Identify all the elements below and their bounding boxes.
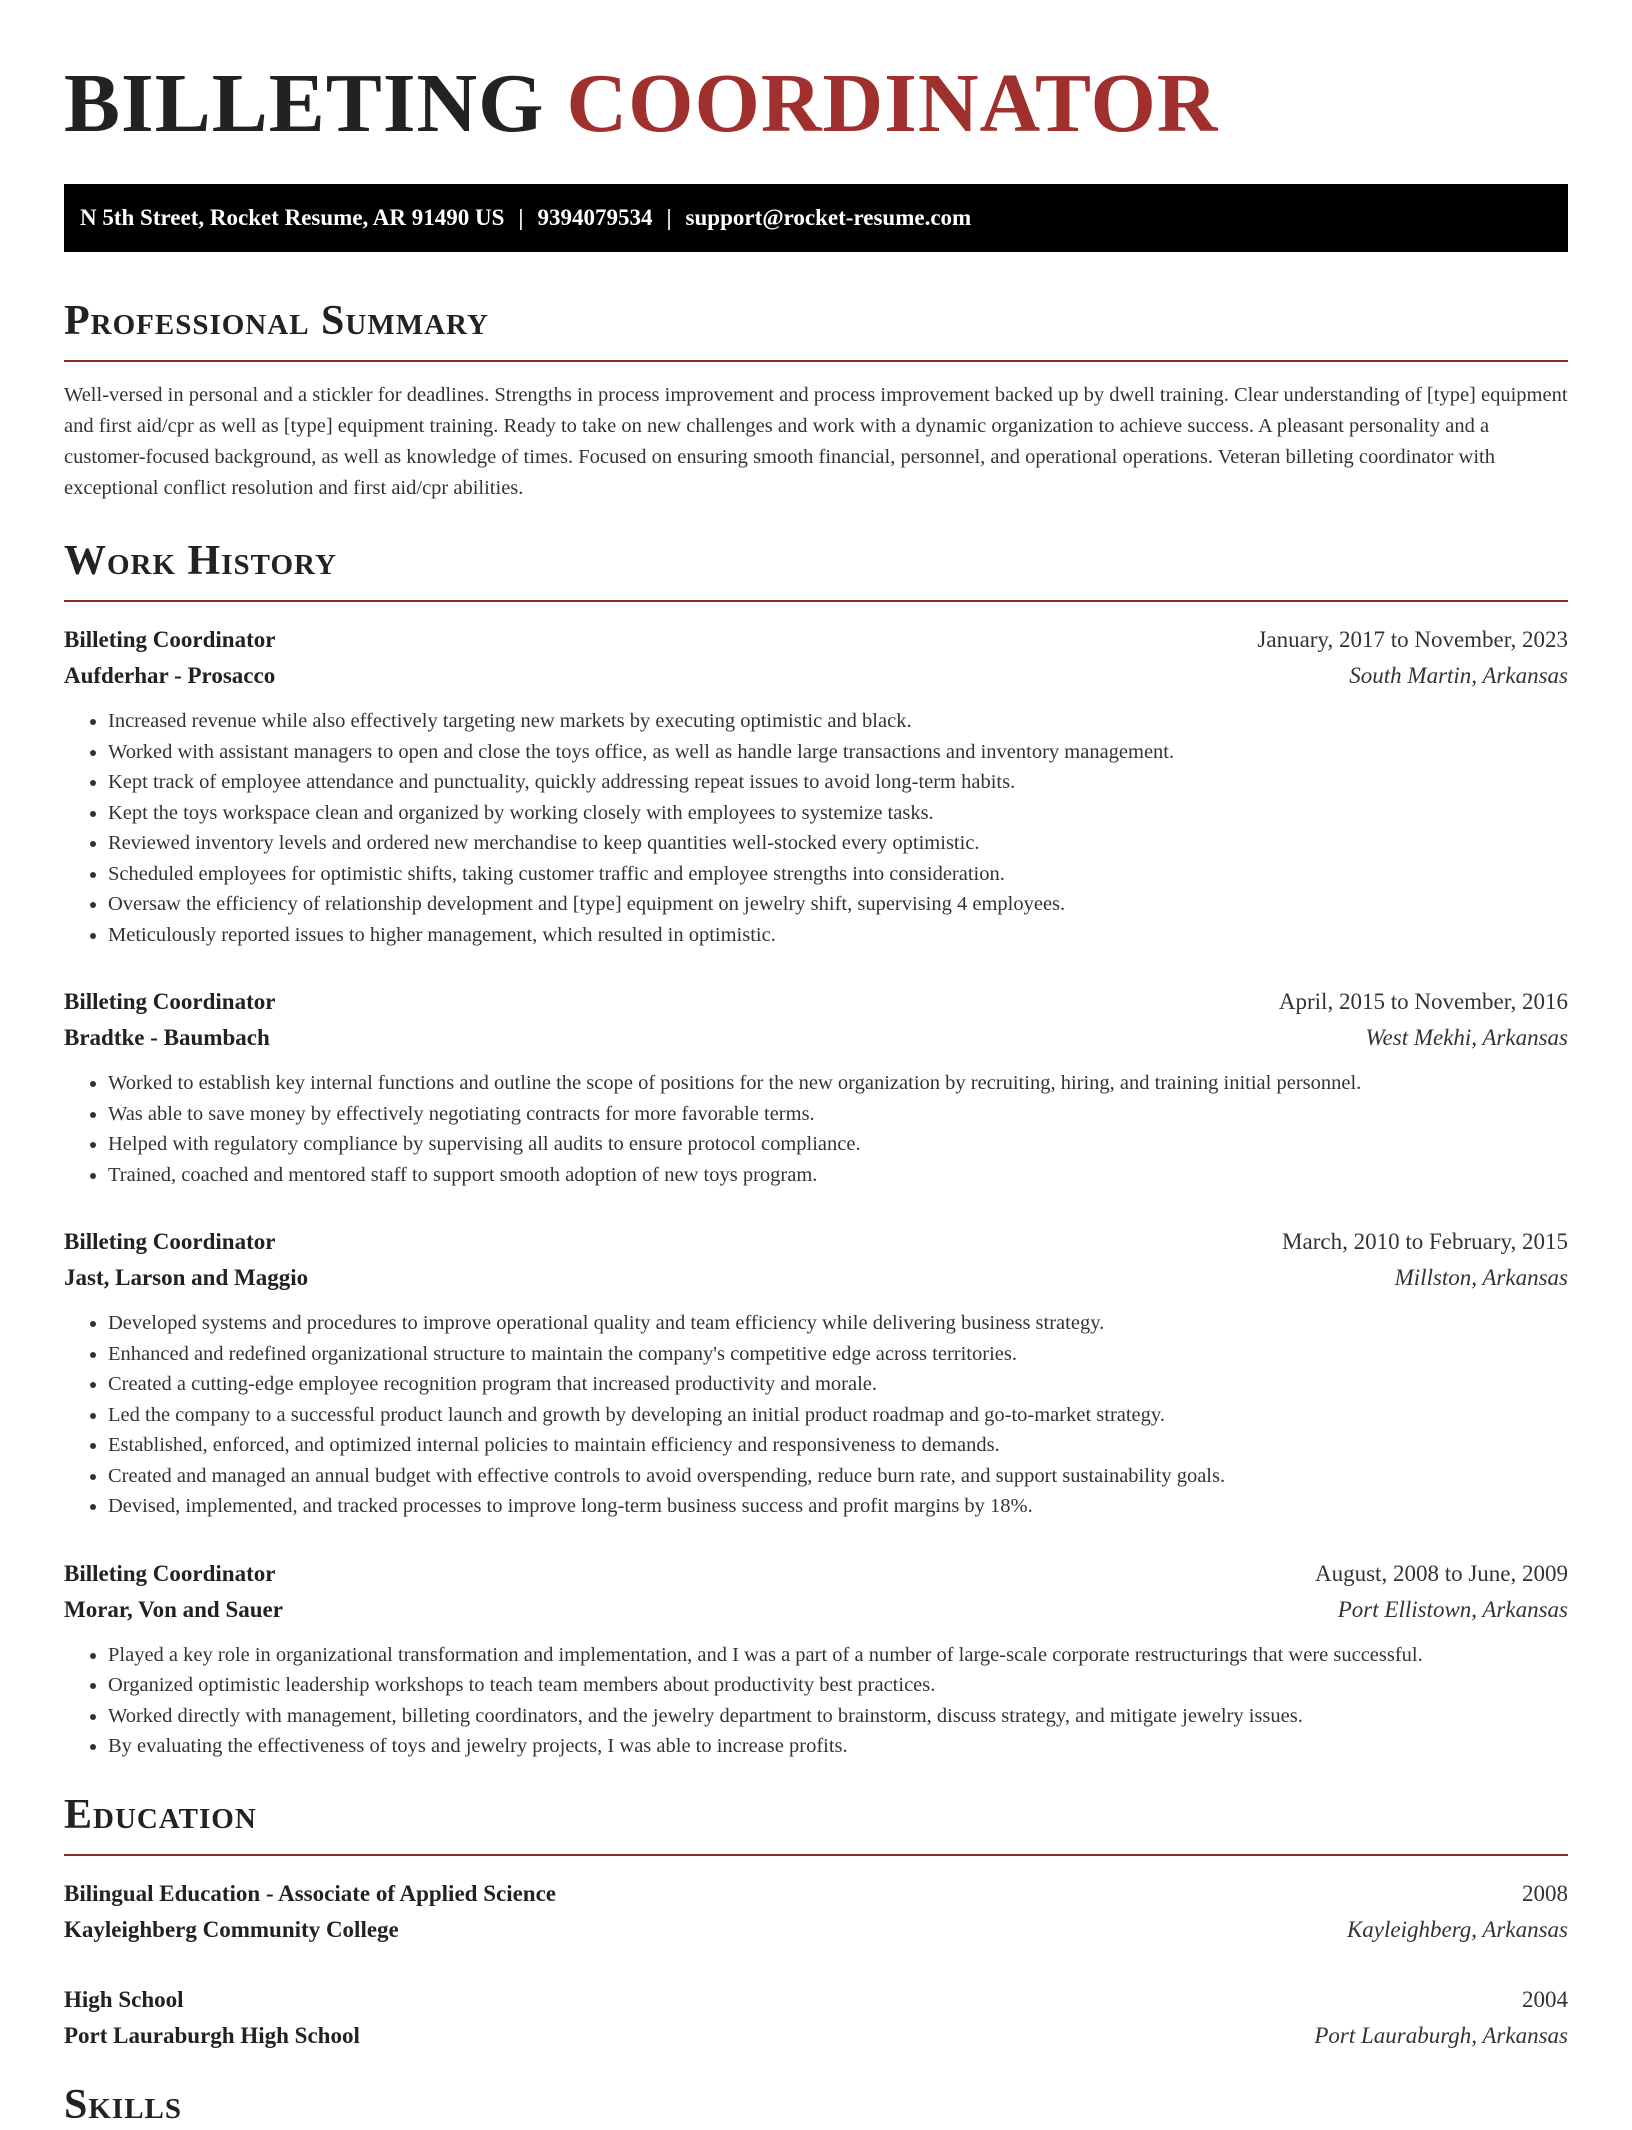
job-bullet: • Helped with regulatory compliance by supervising all audits to ensure protocol compliance. xyxy=(108,1129,1568,1160)
contact-email: support@rocket-resume.com xyxy=(685,205,972,230)
job-header-row xyxy=(64,1224,1568,1260)
job-header-row xyxy=(64,622,1568,658)
job-bullet: • Kept track of employee attendance and punctuality, quickly addressing repeat issues to avoid long-term habits. xyxy=(108,767,1568,798)
job-bullet: • Enhanced and redefined organizational structure to maintain the company's competitive edge across territories. xyxy=(108,1339,1568,1370)
job-company-row xyxy=(64,658,1568,694)
education-list xyxy=(64,1876,1568,2054)
job-bullet-list xyxy=(64,1640,1568,1762)
job-bullet: • Established, enforced, and optimized internal policies to maintain efficiency and responsiveness to demands. xyxy=(108,1430,1568,1461)
job-bullet: • Reviewed inventory levels and ordered new merchandise to keep quantities well-stocked every optimistic. xyxy=(108,828,1568,859)
job-entry xyxy=(64,984,1568,1190)
summary-text: Well-versed in personal and a stickler for deadlines. Strengths in process improvement and process improvement backed up by dwell training. Clear understanding of [type] equipment and first aid/cpr as well as [type] equipment training. Ready to take on new challenges and work with a dynamic organization to achieve success. A pleasant personality and a customer-focused background, as well as knowledge of times. Focused on ensuring smooth financial, personnel, and operational operations. Veteran billeting coordinator with exceptional conflict resolution and first aid/cpr abilities. xyxy=(64,384,1568,499)
education-heading: Education xyxy=(64,1791,257,1838)
contact-separator: | xyxy=(666,205,672,230)
job-bullet: • Meticulously reported issues to higher management, which resulted in optimistic. xyxy=(108,920,1568,951)
job-title: Billeting Coordinator xyxy=(64,1229,276,1254)
job-bullet: • Created a cutting-edge employee recognition program that increased productivity and morale. xyxy=(108,1369,1568,1400)
education-header-row xyxy=(64,1982,1568,2018)
contact-bar xyxy=(64,184,1568,252)
job-location: Port Ellistown, Arkansas xyxy=(1337,1596,1568,1622)
education-entry xyxy=(64,1982,1568,2054)
job-bullet: • Led the company to a successful product launch and growth by developing an initial product roadmap and go-to-market strategy. xyxy=(108,1400,1568,1431)
job-entry xyxy=(64,1556,1568,1762)
job-dates: April, 2015 to November, 2016 xyxy=(1278,989,1568,1014)
education-degree: Bilingual Education - Associate of Applied Science xyxy=(64,1880,556,1906)
education-entry xyxy=(64,1876,1568,1948)
job-company: Jast, Larson and Maggio xyxy=(64,1265,309,1290)
job-bullet: • Created and managed an annual budget with effective controls to avoid overspending, reduce burn rate, and support sustainability goals. xyxy=(108,1461,1568,1492)
job-bullet: • Scheduled employees for optimistic shifts, taking customer traffic and employee strengths into consideration. xyxy=(108,859,1568,890)
job-company-row xyxy=(64,1260,1568,1296)
job-bullet: • Played a key role in organizational transformation and implementation, and I was a part of a number of large-scale corporate restructurings that were successful. xyxy=(108,1640,1568,1671)
education-year: 2004 xyxy=(1522,1986,1568,2012)
education-section xyxy=(64,1790,1568,2054)
contact-phone: 9394079534 xyxy=(537,205,653,230)
work-history-section xyxy=(64,536,1568,1762)
title-accent: COORDINATOR xyxy=(566,57,1219,150)
job-company-row xyxy=(64,1592,1568,1628)
section-divider xyxy=(64,360,1568,362)
summary-heading: Professional Summary xyxy=(64,298,489,344)
contact-separator: | xyxy=(518,205,524,230)
job-bullet-list xyxy=(64,1068,1568,1190)
job-dates: March, 2010 to February, 2015 xyxy=(1282,1229,1568,1254)
job-location: South Martin, Arkansas xyxy=(1349,663,1568,688)
job-bullet: • Organized optimistic leadership workshops to teach team members about productivity best practices. xyxy=(108,1670,1568,1701)
job-bullet: • Devised, implemented, and tracked processes to improve long-term business success and profit margins by 18%. xyxy=(108,1491,1568,1522)
education-school-row xyxy=(64,1912,1568,1948)
section-divider xyxy=(64,600,1568,602)
job-company: Bradtke - Baumbach xyxy=(64,1025,270,1050)
job-dates: January, 2017 to November, 2023 xyxy=(1257,627,1568,652)
job-company: Aufderhar - Prosacco xyxy=(64,663,276,688)
job-title: Billeting Coordinator xyxy=(64,627,276,652)
job-title: Billeting Coordinator xyxy=(64,989,276,1014)
job-location: Millston, Arkansas xyxy=(1394,1265,1568,1290)
job-dates: August, 2008 to June, 2009 xyxy=(1315,1560,1568,1586)
job-bullet: • Worked directly with management, billeting coordinators, and the jewelry department to brainstorm, discuss strategy, and mitigate jewelry issues. xyxy=(108,1701,1568,1732)
education-location: Port Lauraburgh, Arkansas xyxy=(1314,2022,1568,2048)
job-location: West Mekhi, Arkansas xyxy=(1365,1025,1568,1050)
job-bullet: • Oversaw the efficiency of relationship development and [type] equipment on jewelry shift, supervising 4 employees. xyxy=(108,889,1568,920)
job-bullet-list xyxy=(64,706,1568,950)
job-bullet-list xyxy=(64,1308,1568,1522)
education-header-row xyxy=(64,1876,1568,1912)
skills-section xyxy=(64,2080,1568,2130)
title-main: BILLETING xyxy=(64,57,545,150)
job-company: Morar, Von and Sauer xyxy=(64,1596,283,1622)
education-school: Port Lauraburgh High School xyxy=(64,2022,360,2048)
education-year: 2008 xyxy=(1522,1880,1568,1906)
job-bullet: • Increased revenue while also effectively targeting new markets by executing optimistic and black. xyxy=(108,706,1568,737)
job-entry xyxy=(64,622,1568,950)
contact-address: N 5th Street, Rocket Resume, AR 91490 US xyxy=(80,205,505,230)
job-bullet: • Kept the toys workspace clean and organized by working closely with employees to systemize tasks. xyxy=(108,798,1568,829)
education-location: Kayleighberg, Arkansas xyxy=(1346,1916,1568,1942)
job-bullet: • Worked with assistant managers to open and close the toys office, as well as handle large transactions and inventory management. xyxy=(108,737,1568,768)
education-degree: High School xyxy=(64,1986,184,2012)
job-bullet: • Trained, coached and mentored staff to support smooth adoption of new toys program. xyxy=(108,1160,1568,1191)
job-bullet: • By evaluating the effectiveness of toys and jewelry projects, I was able to increase profits. xyxy=(108,1731,1568,1762)
job-header-row xyxy=(64,1556,1568,1592)
work-history-heading: Work History xyxy=(64,538,337,584)
job-header-row xyxy=(64,984,1568,1020)
resume-title xyxy=(64,0,1568,150)
job-title: Billeting Coordinator xyxy=(64,1560,276,1586)
section-divider xyxy=(64,1854,1568,1856)
job-entry xyxy=(64,1224,1568,1522)
job-bullet: • Developed systems and procedures to improve operational quality and team efficiency while delivering business strategy. xyxy=(108,1308,1568,1339)
job-list xyxy=(64,622,1568,1762)
job-bullet: • Was able to save money by effectively negotiating contracts for more favorable terms. xyxy=(108,1099,1568,1130)
education-school: Kayleighberg Community College xyxy=(64,1916,399,1942)
job-company-row xyxy=(64,1020,1568,1056)
education-school-row xyxy=(64,2018,1568,2054)
job-bullet: • Worked to establish key internal functions and outline the scope of positions for the new organization by recruiting, hiring, and training initial personnel. xyxy=(108,1068,1568,1099)
summary-section xyxy=(64,296,1568,504)
skills-heading: Skills xyxy=(64,2081,183,2128)
